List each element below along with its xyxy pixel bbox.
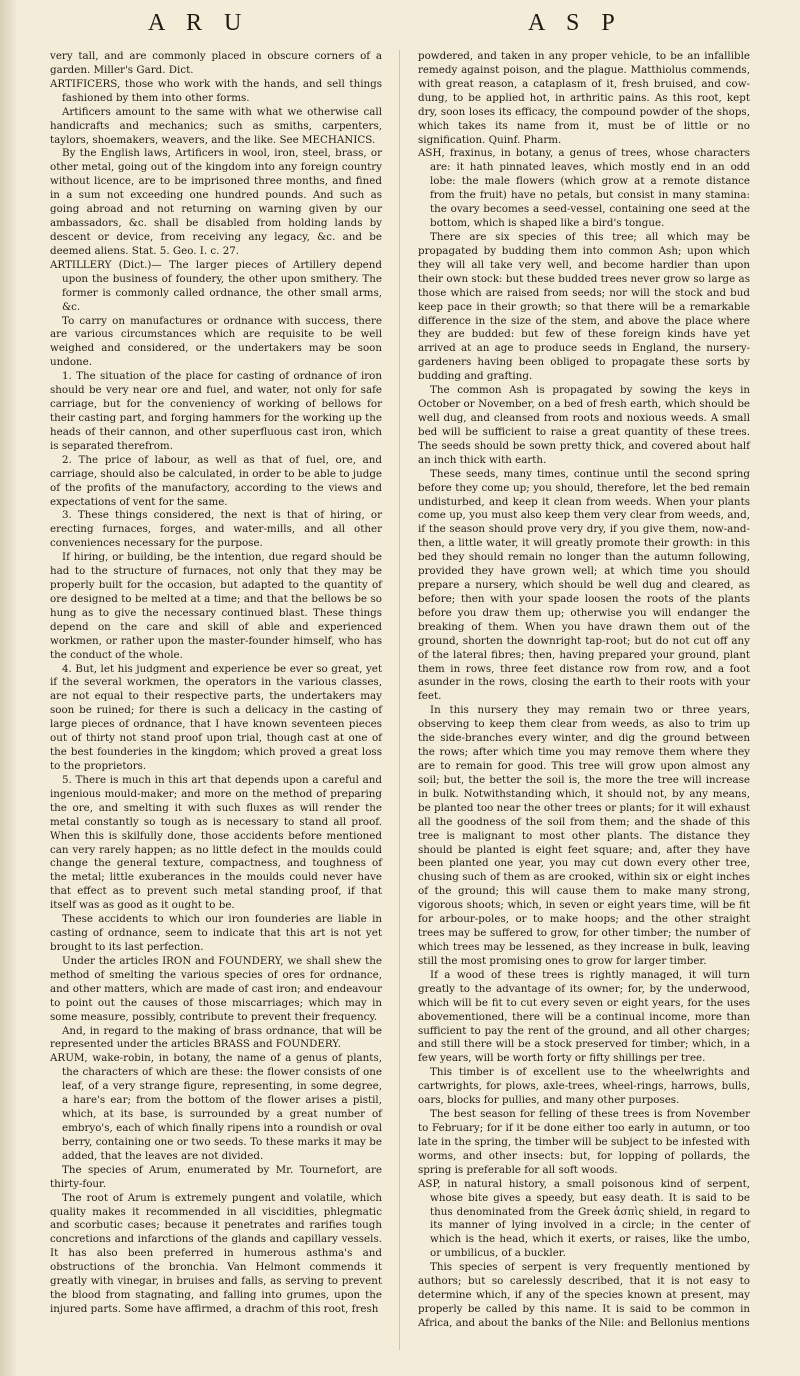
paragraph: 4. But, let his judgment and experience be ever so great, yet if the several workmen, the operators in the various classes, are not equal to their respective parts, the undertakers may soon be ruined; for there is such a delicacy in the casting of large pieces of ordnance, that I have known seventeen pieces out of thirty not stand proof upon trial, though cast at one of the best founderies in the kingdom; which proved a great loss to the proprietors. (50, 662, 382, 773)
paragraph: By the English laws, Artificers in wool, iron, steel, brass, or other metal, going out of the kingdom into any foreign country without licence, are to be imprisoned three months, and fined in a sum not exceeding one hundred pounds. And such as going abroad and not returning on warning given by our ambassadors, &c. shall be disabled from holding lands by descent or device, from receiving any legacy, &c. and be deemed aliens. Stat. 5. Geo. I. c. 27. (50, 147, 382, 257)
paragraph: In this nursery they may remain two or three years, observing to keep them clear from weeds, as also to trim up the side-branches every winter, and dig the ground between the rows; after which time you may remove them where they are to remain for good. This tree will grow upon almost any soil; but, the better the soil is, the more the tree will increase in bulk. Notwithstanding which, it should not, by any means, be planted too near the other trees or plants; for it will exhaust all the goodness of the soil from them; and the shade of this tree is malignant to most other plants. The distance they should be planted is eight feet square; and, after they have been planted one year, you may cut down every other tree, chusing such of them as are crooked, within six or eight inches of the ground; this will cause them to make many strong, vigorous shoots; which, in seven or eight years time, will be fit for arbour-poles, or to make hoops; and the other straight trees may be suffered to grow, for other timber; the number of which trees may be lessened, as they increase in bulk, leaving still the most promising ones to grow for larger timber. (418, 704, 750, 967)
paragraph: To carry on manufactures or ordnance with success, there are various circumstances which are requisite to be well weighed and considered, or the undertakers may be soon undone. (50, 314, 382, 369)
paragraph: 3. These things considered, the next is that of hiring, or erecting furnaces, forges, and water-mills, and all other conveniences necessary for the purpose. (50, 509, 382, 550)
left-column (50, 50, 382, 1317)
right-column (418, 50, 750, 1331)
paragraph: very tall, and are commonly placed in obscure corners of a garden. Miller's Gard. Dict. (50, 50, 382, 76)
paragraph: If a wood of these trees is rightly managed, it will turn greatly to the advantage of its owner; for, by the underwood, which will be fit to cut every seven or eight years, for the uses abovementioned, there will be a continual income, more than sufficient to pay the rent of the ground, and all other charges; and still there will be a stock preserved for timber; which, in a few years, will be worth forty or fifty shillings per tree. (418, 968, 750, 1065)
gutter-shadow (0, 0, 18, 1376)
entry-arum: ARUM, wake-robin, in botany, the name of a genus of plants, the characters of which are these: the flower consists of one leaf, of a very strange figure, representing, in some degree, a hare's ear; from the bottom of the flower arises a pistil, which, at its base, is surrounded by a great number of embryo's, each of which finally ripens into a roundish or oval berry, containing one or two seeds. To these marks it may be added, that the leaves are not divided. (50, 1052, 382, 1162)
entry-artillery: ARTILLERY (Dict.)— The larger pieces of Artillery depend upon the business of foundery, the other upon smithery. The former is commonly called ordnance, the other small arms, &c. (50, 258, 382, 313)
running-head-left: A R U (148, 10, 250, 36)
paragraph: This species of serpent is very frequently mentioned by authors; but so carelessly described, that it is not easy to determine which, if any of the species known at present, may properly be called by this name. It is said to be common in Africa, and about the banks of the Nile: and Bellonius mentions (418, 1261, 750, 1329)
paragraph: 5. There is much in this art that depends upon a careful and ingenious mould-maker; and more on the method of preparing the ore, and smelting it with such fluxes as will render the metal constantly so tough as is necessary to stand all proof. When this is skilfully done, those accidents before mentioned can very rarely happen; as no little defect in the moulds could change the general texture, compactness, and toughness of the metal; little exuberances in the moulds could never have that effect as to prevent such metal standing proof, if that itself was as good as it ought to be. (50, 773, 382, 912)
paragraph: The species of Arum, enumerated by Mr. Tournefort, are thirty-four. (50, 1163, 382, 1190)
paragraph: The root of Arum is extremely pungent and volatile, which quality makes it recommended in all viscidities, phlegmatic and scorbutic cases; because it penetrates and rarifies tough concretions and infarctions of the glands and capillary vessels. It has also been preferred in humerous asthma's and obstructions of the bronchia. Van Helmont commends it greatly with vinegar, in bruises and falls, as serving to prevent the blood from stagnating, and falling into grumes, upon the injured parts. Some have affirmed, a drachm of this root, fresh (50, 1191, 382, 1315)
paragraph: Under the articles IRON and FOUNDERY, we shall shew the method of smelting the various species of ores for ordnance, and other matters, which are made of cast iron; and endeavour to point out the causes of those miscarriages; which may in some measure, possibly, contribute to prevent their frequency. (50, 954, 382, 1023)
paragraph: 2. The price of labour, as well as that of fuel, ore, and carriage, should also be calculated, in order to be able to judge of the profits of the manufactory, according to the views and expectations of vent for the same. (50, 453, 382, 508)
running-head-right: A S P (528, 10, 623, 36)
paragraph: Artificers amount to the same with what we otherwise call handicrafts and mechanics; such as smiths, carpenters, taylors, shoemakers, weavers, and the like. See MECHANICS. (50, 105, 382, 146)
paragraph: The common Ash is propagated by sowing the keys in October or November, on a bed of fresh earth, which should be well dug, and cleansed from roots and noxious weeds. A small bed will be sufficient to raise a great quantity of these trees. The seeds should be sown pretty thick, and covered about half an inch thick with earth. (418, 384, 750, 466)
paragraph: There are six species of this tree; all which may be propagated by budding them into common Ash; upon which they will all take very well, and become hardier than upon their own stock: but these budded trees never grow so large as those which are raised from seeds; nor will the stock and bud keep pace in their growth; so that there will be a remarkable difference in the size of the stem, and above the place where they are budded: but few of these foreign kinds have yet arrived at an age to produce seeds in England, the nursery-gardeners having been obliged to propagate these sorts by budding and grafting. (418, 230, 750, 383)
column-divider (399, 50, 400, 1350)
entry-artificers: ARTIFICERS, those who work with the hands, and sell things fashioned by them into other forms. (50, 77, 382, 104)
paragraph: And, in regard to the making of brass ordnance, that will be represented under the articles BRASS and FOUNDERY. (50, 1024, 382, 1051)
paragraph: These accidents to which our iron founderies are liable in casting of ordnance, seem to indicate that this art is not yet brought to its last perfection. (50, 913, 382, 953)
entry-asp: ASP, in natural history, a small poisonous kind of serpent, whose bite gives a speedy, but easy death. It is said to be thus denominated from the Greek ἀσπὶς shield, in regard to its manner of lying involved in a circle; in the center of which is the head, which it exerts, or raises, like the umbo, or umbilicus, of a buckler. (418, 1177, 750, 1260)
paragraph: 1. The situation of the place for casting of ordnance of iron should be very near ore and fuel, and water, not only for safe carriage, but for the conveniency of working of bellows for their casting part, and forging hammers for the working up the heads of their cannon, and other superfluous cast iron, which is separated therefrom. (50, 370, 382, 452)
paragraph: The best season for felling of these trees is from November to February; for if it be done either too early in autumn, or too late in the spring, the timber will be subject to be infested with worms, and other insects: but, for lopping of pollards, the spring is preferable for all soft woods. (418, 1108, 750, 1176)
entry-ash: ASH, fraxinus, in botany, a genus of trees, whose characters are: it hath pinnated leaves, which mostly end in an odd lobe: the male flowers (which grow at a remote distance from the fruit) have no petals, but consist in many stamina: the ovary becomes a seed-vessel, containing one seed at the bottom, which is shaped like a bird's tongue. (418, 147, 750, 230)
paragraph: powdered, and taken in any proper vehicle, to be an infallible remedy against poison, and the plague. Matthiolus commends, with great reason, a cataplasm of it, fresh bruised, and cow-dung, to be applied hot, in arthritic pains. As this root, kept dry, soon loses its efficacy, the compound powder of the shops, which takes its name from it, must be of little or no signification. Quinf. Pharm. (418, 50, 750, 146)
paragraph: These seeds, many times, continue until the second spring before they come up; you should, therefore, let the bed remain undisturbed, and keep it clean from weeds. When your plants come up, you must also keep them very clear from weeds, and, if the season should prove very dry, if you give them, now-and-then, a little water, it will greatly promote their growth: in this bed they should remain no longer than the autumn following, provided they have grown well; at which time you should prepare a nursery, which should be well dug and cleared, as before; then with your spade loosen the roots of the plants before you draw them up; otherwise you will endanger the breaking of them. When you have drawn them out of the ground, shorten the downright tap-root; but do not cut off any of the lateral fibres; then, having prepared your ground, plant them in rows, three feet distance row from row, and a foot asunder in the rows, closing the earth to their roots with your feet. (418, 467, 750, 703)
paragraph: This timber is of excellent use to the wheelwrights and cartwrights, for plows, axle-trees, wheel-rings, harrows, bulls, oars, blocks for pullies, and many other purposes. (418, 1066, 750, 1107)
paragraph: If hiring, or building, be the intention, due regard should be had to the structure of furnaces, not only that they may be properly built for the occasion, but adapted to the quantity of ore designed to be melted at a time; and that the bellows be so hung as to give the necessary continued blast. These things depend on the care and skill of able and experienced workmen, or rather upon the master-founder himself, who has the conduct of the whole. (50, 551, 382, 661)
